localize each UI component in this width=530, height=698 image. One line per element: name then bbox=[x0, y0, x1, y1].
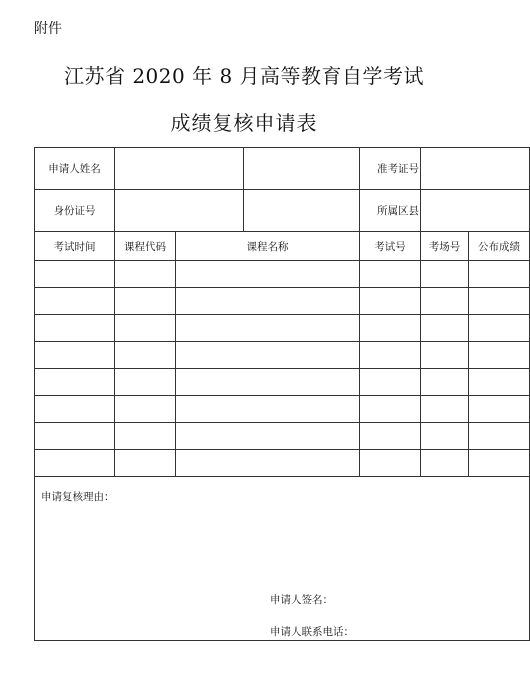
cell-course-name[interactable] bbox=[176, 261, 360, 288]
cell-room-number[interactable] bbox=[421, 342, 469, 369]
cell-exam-number[interactable] bbox=[360, 369, 421, 396]
table-row bbox=[35, 369, 530, 396]
cell-course-code[interactable] bbox=[115, 450, 176, 477]
col-published-score: 公布成绩 bbox=[469, 232, 530, 261]
col-room-number: 考场号 bbox=[421, 232, 469, 261]
cell-course-name[interactable] bbox=[176, 288, 360, 315]
cell-room-number[interactable] bbox=[421, 396, 469, 423]
cell-exam-number[interactable] bbox=[360, 396, 421, 423]
col-exam-number: 考试号 bbox=[360, 232, 421, 261]
id-number-label: 身份证号 bbox=[35, 190, 115, 232]
cell-exam-time[interactable] bbox=[35, 396, 115, 423]
cell-exam-time[interactable] bbox=[35, 288, 115, 315]
table-row bbox=[35, 423, 530, 450]
id-number-field[interactable] bbox=[115, 190, 244, 232]
admission-ticket-label-cell bbox=[244, 148, 419, 190]
table-row bbox=[35, 450, 530, 477]
cell-course-code[interactable] bbox=[115, 288, 176, 315]
cell-room-number[interactable] bbox=[421, 423, 469, 450]
cell-exam-number[interactable] bbox=[360, 315, 421, 342]
cell-published-score[interactable] bbox=[469, 315, 530, 342]
cell-course-code[interactable] bbox=[115, 396, 176, 423]
cell-course-name[interactable] bbox=[176, 450, 360, 477]
cell-course-code[interactable] bbox=[115, 369, 176, 396]
application-form-table bbox=[34, 147, 530, 641]
district-field[interactable] bbox=[421, 190, 530, 232]
cell-course-name[interactable] bbox=[176, 369, 360, 396]
col-course-name: 课程名称 bbox=[176, 232, 360, 261]
applicant-name-label: 申请人姓名 bbox=[35, 148, 115, 190]
cell-exam-time[interactable] bbox=[35, 261, 115, 288]
cell-course-code[interactable] bbox=[115, 261, 176, 288]
cell-course-name[interactable] bbox=[176, 342, 360, 369]
attachment-label: 附件 bbox=[34, 21, 62, 37]
table-row bbox=[35, 396, 530, 423]
cell-room-number[interactable] bbox=[421, 450, 469, 477]
reason-field[interactable] bbox=[35, 477, 530, 641]
cell-room-number[interactable] bbox=[421, 288, 469, 315]
table-row bbox=[35, 342, 530, 369]
cell-course-name[interactable] bbox=[176, 315, 360, 342]
cell-room-number[interactable] bbox=[421, 261, 469, 288]
cell-published-score[interactable] bbox=[469, 288, 530, 315]
cell-published-score[interactable] bbox=[469, 342, 530, 369]
col-course-code: 课程代码 bbox=[115, 232, 176, 261]
cell-course-name[interactable] bbox=[176, 396, 360, 423]
reason-label: 申请复核理由： bbox=[41, 491, 115, 503]
cell-room-number[interactable] bbox=[421, 315, 469, 342]
cell-exam-time[interactable] bbox=[35, 423, 115, 450]
info-row-1 bbox=[35, 148, 530, 190]
cell-published-score[interactable] bbox=[469, 369, 530, 396]
district-label: 所属区县 bbox=[377, 205, 419, 217]
phone-label: 申请人联系电话： bbox=[270, 626, 354, 638]
cell-exam-number[interactable] bbox=[360, 288, 421, 315]
cell-exam-number[interactable] bbox=[360, 450, 421, 477]
signature-label: 申请人签名： bbox=[270, 594, 333, 606]
cell-exam-time[interactable] bbox=[35, 315, 115, 342]
document-title: 江苏省 2020 年 8 月高等教育自学考试 bbox=[63, 64, 425, 88]
cell-exam-number[interactable] bbox=[360, 261, 421, 288]
table-row bbox=[35, 315, 530, 342]
cell-exam-time[interactable] bbox=[35, 342, 115, 369]
cell-course-code[interactable] bbox=[115, 423, 176, 450]
cell-room-number[interactable] bbox=[421, 369, 469, 396]
column-header-row bbox=[35, 232, 530, 261]
cell-course-code[interactable] bbox=[115, 315, 176, 342]
cell-exam-time[interactable] bbox=[35, 369, 115, 396]
cell-course-code[interactable] bbox=[115, 342, 176, 369]
cell-published-score[interactable] bbox=[469, 423, 530, 450]
applicant-name-field[interactable] bbox=[115, 148, 244, 190]
cell-exam-number[interactable] bbox=[360, 342, 421, 369]
table-row bbox=[35, 261, 530, 288]
cell-published-score[interactable] bbox=[469, 450, 530, 477]
cell-published-score[interactable] bbox=[469, 261, 530, 288]
table-row bbox=[35, 288, 530, 315]
admission-ticket-field[interactable] bbox=[421, 148, 530, 190]
cell-exam-time[interactable] bbox=[35, 450, 115, 477]
cell-published-score[interactable] bbox=[469, 396, 530, 423]
admission-ticket-label: 准考证号 bbox=[377, 163, 419, 175]
info-row-2 bbox=[35, 190, 530, 232]
col-exam-time: 考试时间 bbox=[35, 232, 115, 261]
reason-row bbox=[35, 477, 530, 641]
district-label-cell bbox=[244, 190, 419, 232]
document-subtitle: 成绩复核申请表 bbox=[170, 111, 318, 135]
cell-course-name[interactable] bbox=[176, 423, 360, 450]
cell-exam-number[interactable] bbox=[360, 423, 421, 450]
